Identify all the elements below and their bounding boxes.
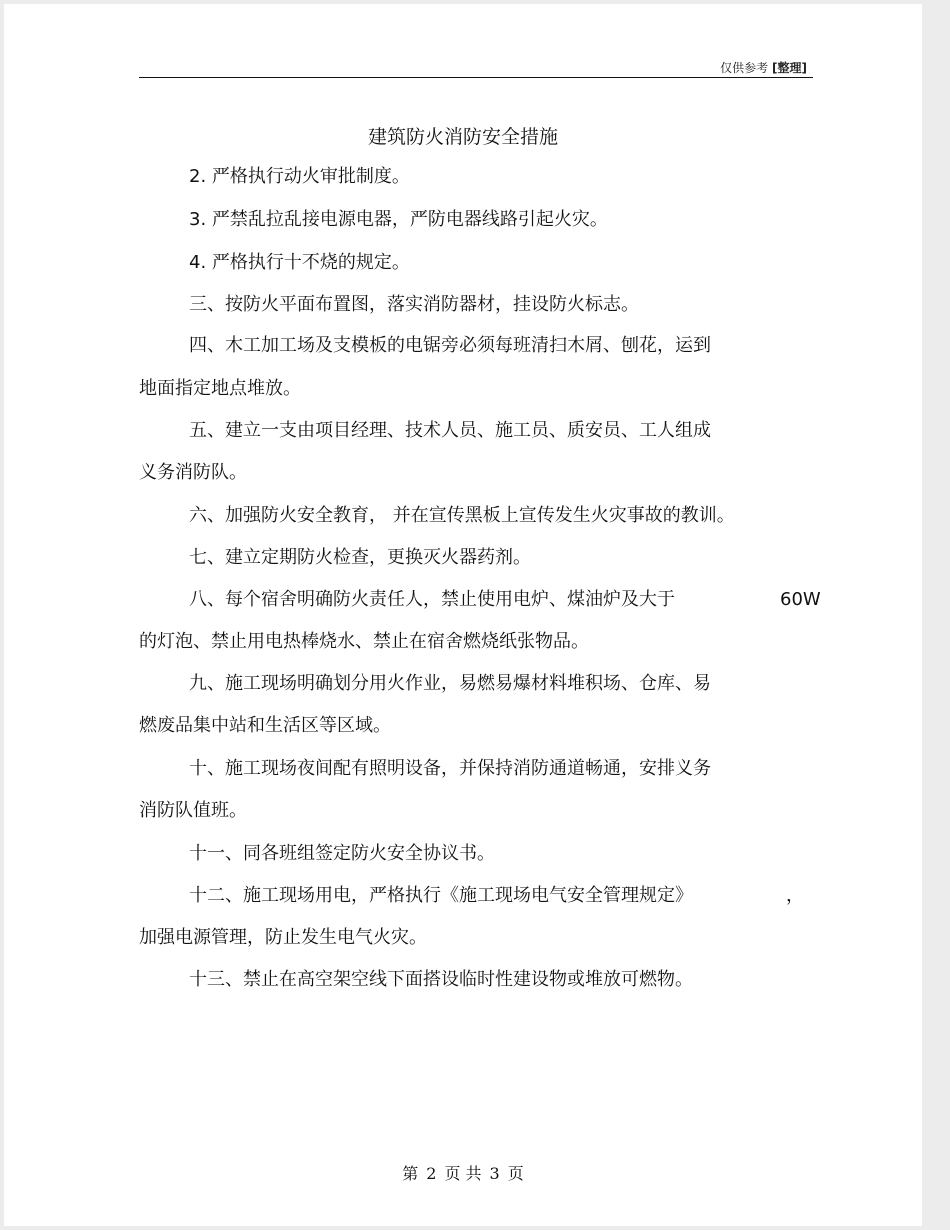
text-line: 燃废品集中站和生活区等区域。 xyxy=(139,715,391,736)
text-line: 六、加强防火安全教育， 并在宣传黑板上宣传发生火灾事故的教训。 xyxy=(189,505,735,526)
footer-suffix: 页 xyxy=(507,1164,524,1183)
text-line: 十三、禁止在高空架空线下面搭设临时性建设物或堆放可燃物。 xyxy=(189,969,693,990)
footer-total-pages: 3 xyxy=(489,1164,500,1183)
text-line: 五、建立一支由项目经理、技术人员、施工员、质安员、工人组成 xyxy=(189,420,711,441)
text-line: 2. 严格执行动火审批制度。 xyxy=(189,166,410,187)
page-header xyxy=(720,59,807,76)
header-divider xyxy=(139,77,813,78)
text-line: 八、每个宿舍明确防火责任人，禁止使用电炉、煤油炉及大于 xyxy=(189,589,675,610)
text-line: 九、施工现场明确划分用火作业，易燃易爆材料堆积场、仓库、易 xyxy=(189,673,711,694)
document-page xyxy=(4,4,922,1226)
text-line: 加强电源管理，防止发生电气火灾。 xyxy=(139,927,427,948)
footer-page-number: 2 xyxy=(426,1164,437,1183)
text-line: 三、按防火平面布置图，落实消防器材，挂设防火标志。 xyxy=(189,294,639,315)
text-line: 消防队值班。 xyxy=(139,800,247,821)
header-text: 仅供参考 xyxy=(720,61,769,75)
footer-middle: 页 共 xyxy=(444,1164,482,1183)
page-footer xyxy=(4,1161,922,1184)
text-line: 四、木工加工场及支模板的电锯旁必须每班清扫木屑、刨花，运到 xyxy=(189,335,711,356)
text-line: 十、施工现场夜间配有照明设备，并保持消防通道畅通，安排义务 xyxy=(189,758,711,779)
header-tag: [整理] xyxy=(772,61,807,75)
text-line: 七、建立定期防火检查，更换灭火器药剂。 xyxy=(189,547,531,568)
footer-prefix: 第 xyxy=(402,1164,419,1183)
text-line: 的灯泡、禁止用电热棒烧水、禁止在宿舍燃烧纸张物品。 xyxy=(139,631,589,652)
text-line: 3. 严禁乱拉乱接电源电器，严防电器线路引起火灾。 xyxy=(189,209,608,230)
text-line: 4. 严格执行十不烧的规定。 xyxy=(189,252,410,273)
text-line: 义务消防队。 xyxy=(139,462,247,483)
text-line: 十二、施工现场用电，严格执行《施工现场电气安全管理规定》 xyxy=(189,885,693,906)
document-title: 建筑防火消防安全措施 xyxy=(367,126,558,148)
text-line: 十一、同各班组签定防火安全协议书。 xyxy=(189,843,495,864)
text-line: 地面指定地点堆放。 xyxy=(139,378,301,399)
trailing-comma: ， xyxy=(786,885,804,906)
wattage-text: 60W xyxy=(780,589,821,610)
